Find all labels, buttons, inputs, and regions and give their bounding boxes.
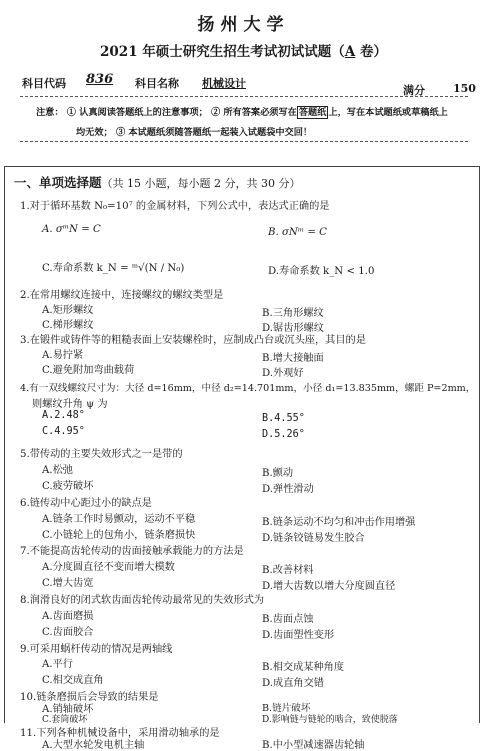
question-8-option-b: B.齿面点蚀 [262,614,314,625]
question-3-option-a: A.易拧紧 [42,350,84,361]
question-3-option-d: D.外观好 [262,368,304,379]
question-1-stem: 1.对于循环基数 N₀=10⁷ 的金属材料，下列公式中，表达式正确的是 [20,201,330,212]
question-5-option-b: B.颤动 [262,468,294,479]
subject-name-value: 机械设计 [202,77,246,90]
score-value: 150 [453,82,476,95]
exam-title-paper: A [344,44,356,60]
question-11-stem: 11.下列各种机械设备中，采用滑动轴承的是 [20,728,220,739]
question-5-option-c: C.疲劳破坏 [42,481,94,492]
question-7-option-d: D.增大齿数以增大分度圆直径 [262,581,396,592]
question-2-option-b: B.三角形螺纹 [262,308,324,319]
question-9-option-b: B.相交成某种角度 [262,662,345,673]
section-title: 一、单项选择题 [14,175,102,190]
subject-code-value: 836 [86,72,114,87]
question-6-option-c: C.小链轮上的包角小，链条磨损快 [42,530,196,541]
notice-item-2-cont: 均无效； [76,127,113,138]
notice-line-1 [36,104,448,118]
question-8-option-c: C.齿面胶合 [42,627,94,638]
question-9-option-c: C.相交成直角 [42,675,104,686]
section-heading [14,173,301,191]
notice-line-2 [76,124,312,138]
notice-item-2-box: 答题纸 [298,107,327,118]
question-7-stem: 7.不能提高齿轮传动的齿面接触承载能力的方法是 [20,546,244,557]
question-10-stem: 10.链条磨损后会导致的结果是 [20,692,159,703]
question-9-stem: 9.可采用蜗杆传动的情况是两轴线 [20,644,173,655]
question-4-option-a: A.2.48° [42,410,85,421]
question-5-option-a: A.松弛 [42,465,73,476]
question-7-option-b: B.改善材料 [262,565,314,576]
notice-item-1: ① 认真阅读答题纸上的注意事项； [66,107,208,118]
question-2-stem: 2.在常用螺纹连接中，连接螺纹的螺纹类型是 [20,290,224,301]
question-4-stem: 4.有一双线螺纹尺寸为：大径 d=16mm，中径 d₂=14.701mm，小径 d₁=13.835mm，螺距 P=2mm， [20,383,476,394]
notice-item-2-pre: ② 所有答案必须写在 [210,107,297,118]
notice-item-2-post: 上，写在本试题纸或草稿纸上 [328,107,448,118]
header-divider [20,96,468,97]
notice-item-3: ③ 本试题纸须随答题纸一起装入试题袋中交回！ [115,127,313,138]
question-8-option-a: A.齿面磨损 [42,611,94,622]
subject-name-label: 科目名称 [135,77,179,90]
question-10-option-b: B.链片破坏 [262,703,311,714]
section-subtitle: （共 15 小题，每小题 2 分，共 30 分） [101,177,301,190]
question-5-option-d: D.弹性滑动 [262,484,314,495]
question-1-option-c: C.寿命系数 k_N = ᵐ√(N / N₀) [42,263,185,274]
question-10-option-d: D.影响链与链轮的啮合，致使脱落 [262,715,398,725]
question-5-stem: 5.带传动的主要失效形式之一是带的 [20,449,183,460]
question-11-option-a: A.大型水轮发电机主轴 [42,740,145,751]
notice-label: 注意： [36,107,64,118]
exam-title-pre: 2021 年硕士研究生招生考试初试试题（ [100,44,345,60]
question-11-option-b: B.中小型减速器齿轮轴 [262,740,365,751]
question-10-option-a: A.销轴破坏 [42,704,94,715]
question-6-option-b: B.链条运动不均匀和冲击作用增强 [262,517,416,528]
exam-title-post: 卷） [355,44,387,60]
question-2-option-a: A.矩形螺纹 [42,305,94,316]
score-label: 满分 [403,84,425,97]
question-6-option-a: A.链条工作时易颤动，运动不平稳 [42,514,196,525]
question-6-stem: 6.链传动中心距过小的缺点是 [20,498,152,509]
question-7-option-c: C.增大齿宽 [42,578,94,589]
question-7-option-a: A.分度圆直径不变而增大模数 [42,562,175,573]
question-3-option-b: B.增大接触面 [262,353,324,364]
question-4-option-b: B.4.55° [262,413,305,424]
question-3-option-c: C.避免附加弯曲载荷 [42,365,135,376]
question-6-option-d: D.链条铰链易发生胶合 [262,533,365,544]
question-1-option-a: A. σᵐN = C [42,224,101,235]
question-9-option-d: D.成直角交错 [262,678,324,689]
exam-title [0,40,487,60]
question-10-option-c: C.套筒破坏 [42,715,88,725]
question-8-option-d: D.齿面塑性变形 [262,630,335,641]
question-4-option-c: C.4.95° [42,426,85,437]
question-9-option-a: A.平行 [42,659,73,670]
question-2-option-c: C.梯形螺纹 [42,320,94,331]
question-4-option-d: D.5.26° [262,429,305,440]
university-name: 扬州大学 [197,15,290,35]
question-8-stem: 8.润滑良好的闭式软齿面齿轮传动最常见的失效形式为 [20,595,265,606]
subject-code-label: 科目代码 [22,77,66,90]
question-4-stem-cont: 则螺纹升角 ψ 为 [32,399,108,410]
notice-divider [20,141,468,142]
question-1-option-d: D.寿命系数 k_N < 1.0 [268,266,375,277]
question-2-option-d: D.锯齿形螺纹 [262,323,324,334]
question-1-option-b: B. σNᵐ = C [268,227,327,238]
question-3-stem: 3.在锻件或铸件等的粗糙表面上安装螺栓时，应制成凸台或沉头座，其目的是 [20,335,366,346]
